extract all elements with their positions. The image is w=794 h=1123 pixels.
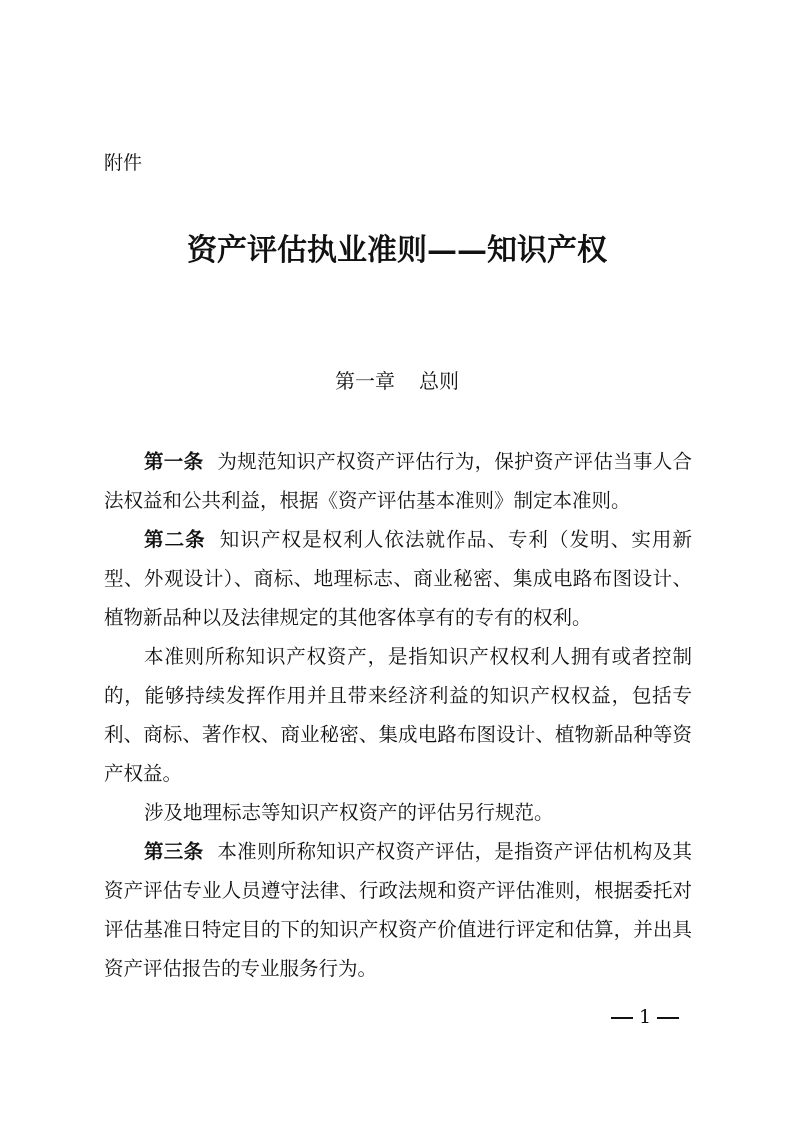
article-2 [104,520,692,637]
chapter-title: 总则 [419,369,459,393]
page-dash-left [611,1017,633,1019]
chapter-number: 第一章 [335,369,395,393]
article-1 [104,442,692,520]
chapter-heading [0,366,794,396]
article-1-label: 第一条 [144,450,204,473]
page-number [600,1004,690,1030]
page-dash-right [657,1017,679,1019]
attachment-label: 附件 [104,152,143,174]
paragraph-geographic-indication: 涉及地理标志等知识产权资产的评估另行规范。 [144,801,554,824]
article-2-label: 第二条 [144,528,206,551]
paragraph-ip-assets: 本准则所称知识产权资产，是指知识产权权利人拥有或者控制的，能够持续发挥作用并且带来经济利益的知识产权权益，包括专利、商标、著作权、商业秘密、集成电路布图设计、植物新品种等资产权益。 [104,645,692,785]
article-2-text: 知识产权是权利人依法就作品、专利（发明、实用新型、外观设计）、商标、地理标志、商业秘密、集成电路布图设计、植物新品种以及法律规定的其他客体享有的专有的权利。 [104,528,692,629]
body-text [104,442,692,988]
article-3 [104,832,692,988]
document-title: 资产评估执业准则——知识产权 [187,233,607,268]
article-3-text: 本准则所称知识产权资产评估，是指资产评估机构及其资产评估专业人员遵守法律、行政法规和资产评估准则，根据委托对评估基准日特定目的下的知识产权资产价值进行评定和估算，并出具资产评估报告的专业服务行为。 [104,840,692,980]
article-1-text: 为规范知识产权资产评估行为，保护资产评估当事人合法权益和公共利益，根据《资产评估基本准则》制定本准则。 [104,450,692,512]
article-3-label: 第三条 [144,840,204,863]
page-number-value: 1 [638,1006,652,1028]
